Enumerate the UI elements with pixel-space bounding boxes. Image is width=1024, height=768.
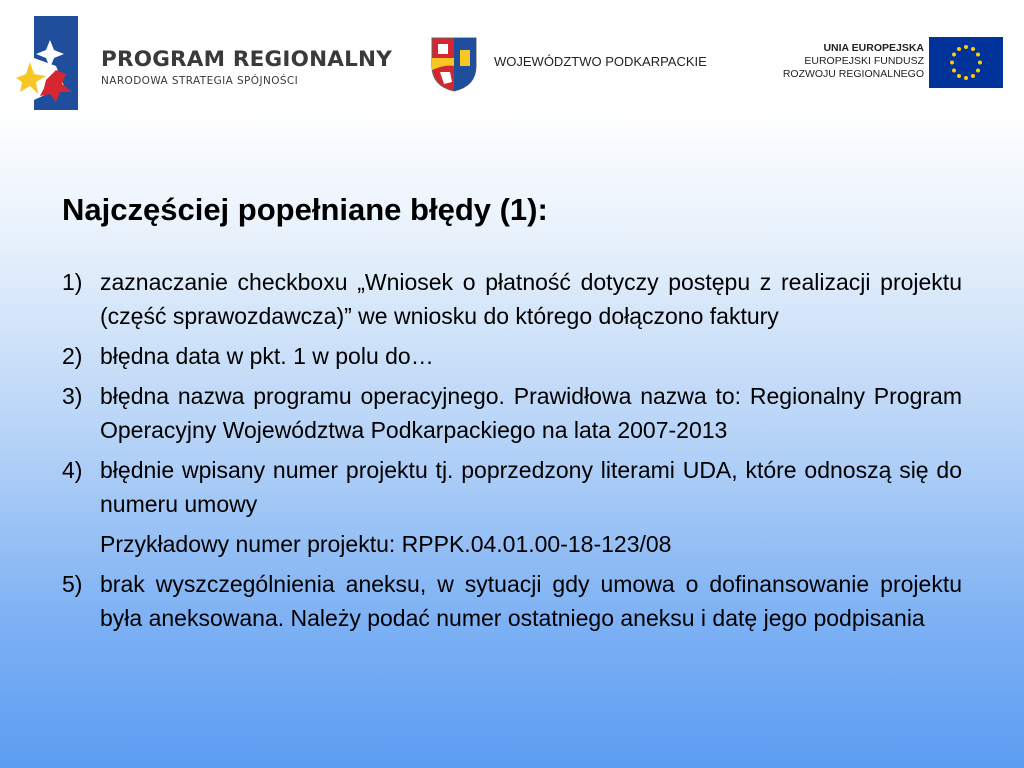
example-project-number: Przykładowy numer projektu: RPPK.04.01.00-18-123/08 bbox=[100, 531, 672, 557]
eu-line-2: EUROPEJSKI FUNDUSZ bbox=[804, 55, 924, 67]
errors-list bbox=[62, 265, 962, 641]
list-item bbox=[62, 339, 962, 373]
coat-of-arms-icon bbox=[430, 36, 478, 92]
item-text: błędnie wpisany numer projektu tj. poprzedzony literami UDA, które odnoszą się do numeru umowy bbox=[100, 457, 962, 517]
item-number: 1) bbox=[62, 269, 83, 295]
list-item bbox=[62, 567, 962, 635]
slide-header bbox=[0, 0, 1024, 120]
item-number: 3) bbox=[62, 383, 83, 409]
list-item bbox=[62, 379, 962, 447]
item-number: 2) bbox=[62, 343, 83, 369]
item-number: 5) bbox=[62, 571, 83, 597]
slide-title: Najczęściej popełniane błędy (1): bbox=[62, 192, 548, 227]
eu-line-1: UNIA EUROPEJSKA bbox=[823, 42, 924, 54]
item-text: zaznaczanie checkboxu „Wniosek o płatność dotyczy postępu z realizacji projektu (część sprawozdawcza)” we wniosku do którego dołączono faktury bbox=[100, 269, 962, 329]
item-number: 4) bbox=[62, 457, 83, 483]
list-item bbox=[62, 453, 962, 521]
item-text: błędna nazwa programu operacyjnego. Prawidłowa nazwa to: Regionalny Program Operacyjny Województwa Podkarpackiego na lata 2007-2013 bbox=[100, 383, 962, 443]
region-name: WOJEWÓDZTWO PODKARPACKIE bbox=[494, 54, 707, 69]
program-title: PROGRAM REGIONALNY bbox=[101, 47, 392, 72]
item-text: błędna data w pkt. 1 w polu do… bbox=[100, 343, 434, 369]
program-subtitle: NARODOWA STRATEGIA SPÓJNOŚCI bbox=[101, 75, 299, 87]
eu-line-3: ROZWOJU REGIONALNEGO bbox=[782, 68, 924, 80]
eu-flag-icon bbox=[929, 37, 1003, 88]
eu-fund-label bbox=[783, 42, 924, 81]
program-regionalny-logo-icon bbox=[16, 16, 78, 110]
list-item bbox=[62, 265, 962, 333]
item-text: brak wyszczególnienia aneksu, w sytuacji gdy umowa o dofinansowanie projektu była aneksowana. Należy podać numer ostatniego aneksu i datę jego podpisania bbox=[100, 571, 962, 631]
